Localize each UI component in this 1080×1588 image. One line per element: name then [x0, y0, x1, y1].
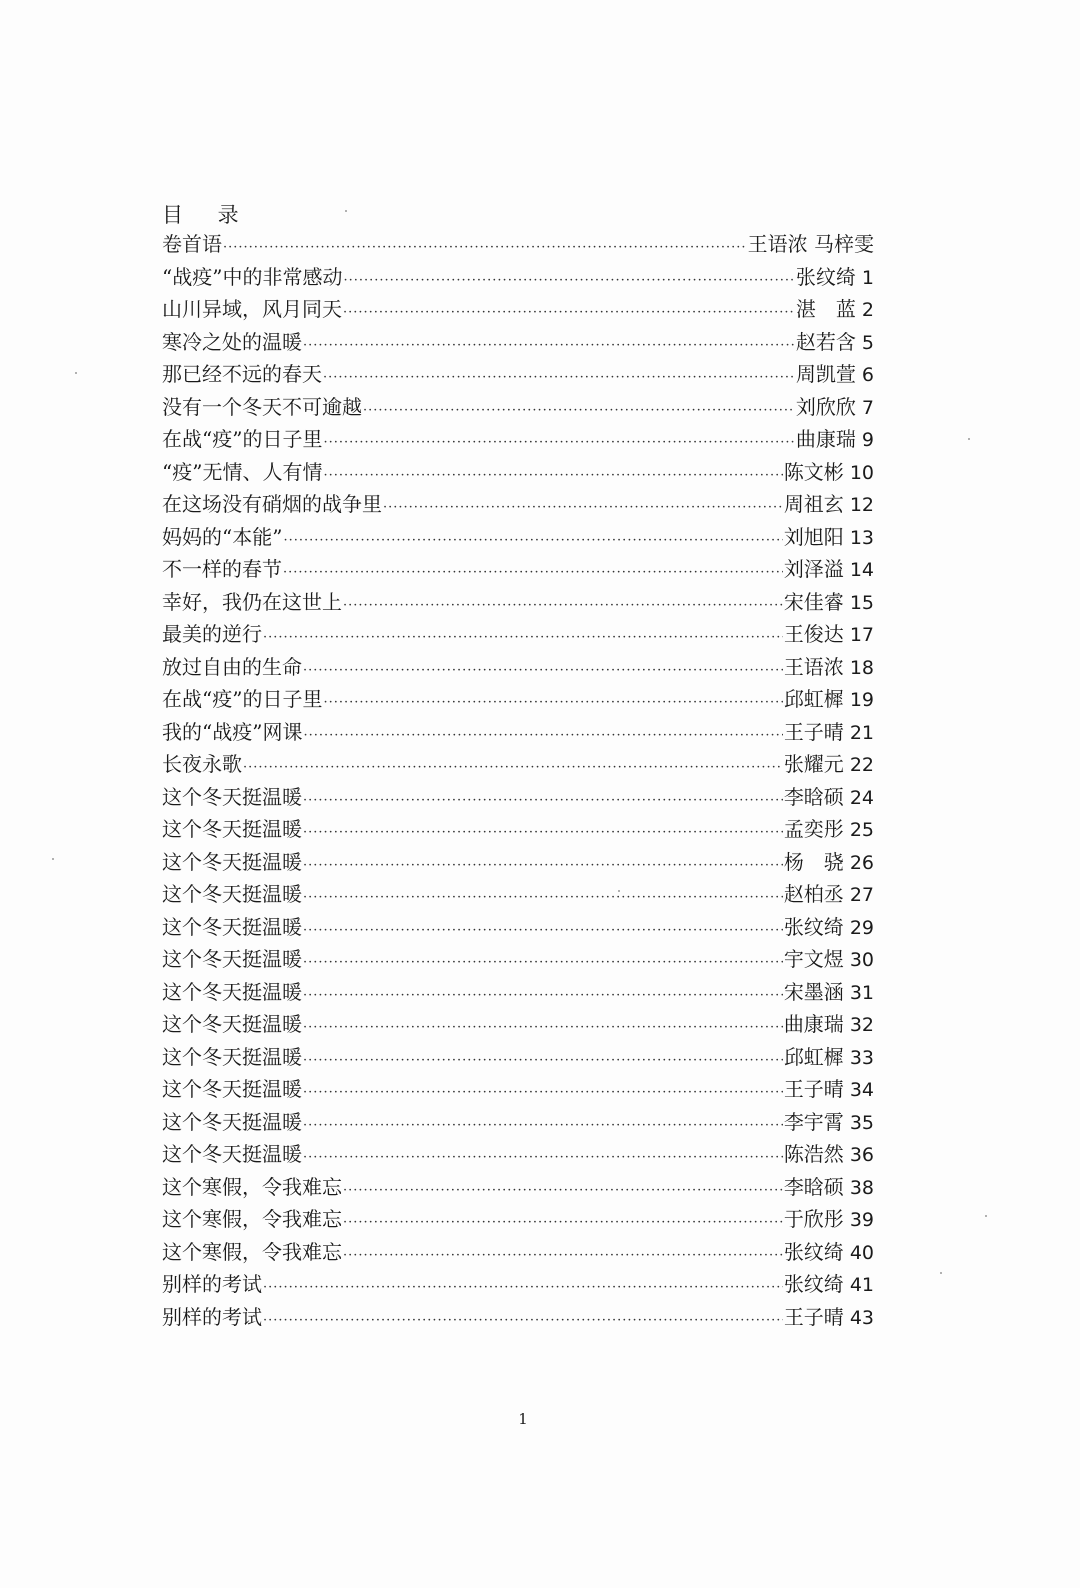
toc-entry-author: 宇文煜 [783, 947, 844, 971]
dot-leader [343, 1175, 783, 1208]
toc-entry-page: 18 [849, 656, 874, 679]
toc-entry-author: 刘旭阳 [783, 524, 844, 549]
toc-entry-author: 刘欣欣 [795, 394, 856, 419]
toc-entry-page: 19 [849, 689, 874, 711]
toc-entry-title: 别样的考试 [162, 1272, 262, 1296]
toc-entry [162, 813, 874, 846]
toc-entry-page: 41 [849, 1274, 874, 1296]
toc-entry [162, 748, 874, 781]
toc-entry-page: 40 [849, 1241, 874, 1264]
toc-entry [162, 228, 874, 261]
toc-entry-page: 17 [849, 624, 874, 646]
toc-entry-author: 周凯萱 [795, 362, 856, 386]
dot-leader [343, 1240, 783, 1273]
toc-entry-title: 最美的逆行 [162, 622, 262, 646]
toc-entry-page: 36 [849, 1144, 874, 1166]
toc-entry-author: 王子晴 [783, 719, 844, 744]
toc-entry-page: 26 [849, 851, 874, 874]
toc-entry-page: 25 [849, 819, 874, 841]
toc-entry-page: 9 [861, 429, 874, 451]
toc-entry-title: 这个冬天挺温暖 [162, 817, 302, 841]
toc-entry-title: 山川异域，风月同天 [162, 297, 342, 321]
toc-entry-page: 1 [861, 266, 874, 289]
dot-leader [243, 752, 783, 785]
toc-entry-title: 别样的考试 [162, 1304, 262, 1329]
toc-entry-author: 曲康瑞 [783, 1012, 844, 1036]
toc-entry-author: 王子晴 [783, 1077, 844, 1101]
toc-entry-page: 31 [849, 981, 874, 1004]
dot-leader [303, 1012, 783, 1045]
toc-entry [162, 618, 874, 651]
page-number: 1 [518, 1410, 528, 1428]
toc-entry-page: 13 [849, 526, 874, 549]
toc-entry [162, 651, 874, 684]
toc-entry [162, 846, 874, 879]
toc-entry-title: 那已经不远的春天 [162, 362, 322, 386]
toc-entry [162, 878, 874, 911]
toc-entry [162, 781, 874, 814]
toc-entry-title: 这个冬天挺温暖 [162, 1077, 302, 1101]
toc-entry-title: 这个冬天挺温暖 [162, 1012, 302, 1036]
toc-entry [162, 358, 874, 391]
toc-entry [162, 1008, 874, 1041]
toc-entry-title: 这个冬天挺温暖 [162, 1044, 302, 1069]
toc-entry-page: 15 [849, 591, 874, 614]
dot-leader [303, 850, 783, 883]
toc-entry-title: 这个冬天挺温暖 [162, 979, 302, 1004]
toc-entry-title: 在这场没有硝烟的战争里 [162, 492, 382, 516]
toc-entry-title: “疫”无情、人有情 [162, 459, 323, 484]
toc-entry-title: “战疫”中的非常感动 [162, 264, 343, 289]
toc-entry-author: 周祖玄 [783, 492, 844, 516]
toc-entry-author: 孟奕彤 [783, 817, 844, 841]
dot-leader [303, 720, 782, 753]
toc-entry [162, 1041, 874, 1074]
dot-leader [303, 947, 783, 980]
scan-speck [345, 210, 347, 212]
toc-entry [162, 391, 874, 424]
dot-leader [303, 785, 783, 818]
toc-entry-page: 32 [849, 1014, 874, 1036]
dot-leader [343, 590, 783, 623]
toc-entry-page: 10 [849, 461, 874, 484]
toc-entry-page: 22 [849, 754, 874, 776]
toc-entry-page: 38 [849, 1176, 874, 1199]
dot-leader [283, 557, 783, 590]
toc-entry-title: 不一样的春节 [162, 557, 282, 581]
dot-leader [323, 427, 794, 460]
toc-entry-page: 35 [849, 1111, 874, 1134]
toc-entry-page: 7 [861, 396, 874, 419]
toc-entry-page: 39 [849, 1209, 874, 1231]
toc-entry-page: 24 [849, 786, 874, 809]
toc-entry-title: 这个寒假，令我难忘 [162, 1207, 342, 1231]
toc-entry-page: 30 [849, 949, 874, 971]
toc-entry-page: 5 [861, 331, 874, 354]
dot-leader [263, 1272, 783, 1305]
dot-leader [263, 622, 783, 655]
toc-entry-author: 曲康瑞 [795, 427, 856, 451]
toc-entry-author: 李晗硕 [783, 784, 844, 809]
toc-entry-author: 宋墨涵 [783, 979, 844, 1004]
toc-entry-author: 张纹绮 [783, 1239, 844, 1264]
toc-entry [162, 943, 874, 976]
toc-entry-author: 杨 骁 [783, 849, 844, 874]
toc-entry-author: 李宇霄 [783, 1109, 844, 1134]
toc-entry [162, 553, 874, 586]
toc-entry-title: 这个冬天挺温暖 [162, 1109, 302, 1134]
toc-entry-title: 寒冷之处的温暖 [162, 329, 302, 354]
toc-entry-author: 王语浓 [783, 654, 844, 679]
toc-entry-title: 这个寒假，令我难忘 [162, 1174, 342, 1199]
toc-entry-page: 2 [861, 299, 874, 321]
toc-entry-author: 湛 蓝 [795, 297, 856, 321]
toc-entry-title: 这个冬天挺温暖 [162, 849, 302, 874]
toc-entry [162, 1236, 874, 1269]
toc-entry-author: 张纹绮 [783, 914, 844, 939]
toc-entry-author: 刘泽溢 [783, 557, 844, 581]
dot-leader [303, 882, 783, 915]
toc-entry-page: 29 [849, 916, 874, 939]
toc-entry-author: 邱虹樨 [783, 687, 844, 711]
toc-entry-author: 李晗硕 [783, 1174, 844, 1199]
toc-entry-title: 这个冬天挺温暖 [162, 947, 302, 971]
dot-leader [303, 915, 783, 948]
toc-entry [162, 423, 874, 456]
dot-leader [303, 1045, 783, 1078]
dot-leader [303, 330, 795, 363]
dot-leader [303, 1142, 783, 1175]
toc-entry [162, 456, 874, 489]
toc-entry [162, 293, 874, 326]
toc-entry [162, 716, 874, 749]
dot-leader [343, 265, 794, 298]
toc-entry [162, 683, 874, 716]
dot-leader [263, 1305, 783, 1338]
toc-entry-author: 陈浩然 [783, 1142, 844, 1166]
toc-entry-page: 33 [849, 1046, 874, 1069]
toc-entry-title: 这个冬天挺温暖 [162, 784, 302, 809]
toc-entry-page: 6 [861, 364, 874, 386]
dot-leader [343, 297, 795, 330]
toc-entry-author: 宋佳睿 [783, 589, 844, 614]
dot-leader [303, 1110, 783, 1143]
dot-leader [283, 525, 782, 558]
toc-entry [162, 1171, 874, 1204]
toc-entry-author: 王语浓 马梓雯 [747, 232, 874, 256]
scan-speck [940, 1272, 942, 1274]
toc-entry [162, 1106, 874, 1139]
toc-entry-title: 在战“疫”的日子里 [162, 687, 323, 711]
toc-entry-title: 这个冬天挺温暖 [162, 1142, 302, 1166]
toc-entry [162, 521, 874, 554]
toc-entry-page: 43 [849, 1306, 874, 1329]
toc-entry [162, 1073, 874, 1106]
toc-entry-author: 邱虹樨 [783, 1044, 844, 1069]
toc-entry-title: 长夜永歌 [162, 752, 242, 776]
toc-entry [162, 1138, 874, 1171]
dot-leader [343, 1207, 783, 1240]
toc-entry-title: 我的“战疫”网课 [162, 719, 303, 744]
dot-leader [363, 395, 795, 428]
scan-speck [985, 1215, 987, 1217]
toc-entry-author: 陈文彬 [783, 459, 844, 484]
scan-speck [75, 372, 77, 374]
toc-entry-title: 幸好，我仍在这世上 [162, 589, 342, 614]
toc-entry [162, 1203, 874, 1236]
dot-leader [303, 817, 783, 850]
toc-entry [162, 911, 874, 944]
toc-entry-author: 张纹绮 [783, 1272, 844, 1296]
toc-entry-author: 张纹绮 [795, 264, 856, 289]
dot-leader [323, 687, 782, 720]
toc-entry-title: 放过自由的生命 [162, 654, 302, 679]
dot-leader [323, 362, 795, 395]
toc-entry-title: 在战“疫”的日子里 [162, 427, 323, 451]
toc-entry-author: 王子晴 [783, 1304, 844, 1329]
scan-speck [618, 890, 620, 892]
toc-entry-author: 赵柏丞 [783, 882, 844, 906]
toc-entry-page: 27 [849, 884, 874, 906]
dot-leader [303, 1077, 783, 1110]
toc-entry-title: 这个冬天挺温暖 [162, 882, 302, 906]
toc-entry [162, 488, 874, 521]
dot-leader [303, 655, 783, 688]
toc-entry-author: 张耀元 [783, 752, 844, 776]
toc-list [162, 228, 874, 1333]
toc-entry-page: 12 [849, 494, 874, 516]
toc-entry [162, 1268, 874, 1301]
toc-entry [162, 326, 874, 359]
toc-entry [162, 976, 874, 1009]
toc-entry [162, 586, 874, 619]
dot-leader [383, 492, 783, 525]
toc-entry-page: 34 [849, 1079, 874, 1101]
scan-speck [968, 438, 970, 440]
toc-entry-author: 赵若含 [795, 329, 856, 354]
toc-entry-title: 妈妈的“本能” [162, 524, 283, 549]
toc-entry-title: 卷首语 [162, 232, 222, 256]
toc-entry [162, 261, 874, 294]
toc-entry-title: 这个冬天挺温暖 [162, 914, 302, 939]
toc-entry [162, 1301, 874, 1334]
dot-leader [303, 980, 783, 1013]
toc-entry-author: 于欣彤 [783, 1207, 844, 1231]
toc-entry-author: 王俊达 [783, 622, 844, 646]
toc-entry-page: 14 [849, 559, 874, 581]
toc-entry-title: 没有一个冬天不可逾越 [162, 394, 362, 419]
toc-entry-page: 21 [849, 721, 874, 744]
toc-entry-title: 这个寒假，令我难忘 [162, 1239, 342, 1264]
toc-heading: 目 录 [162, 203, 253, 227]
dot-leader [323, 460, 782, 493]
scan-speck [52, 858, 54, 860]
